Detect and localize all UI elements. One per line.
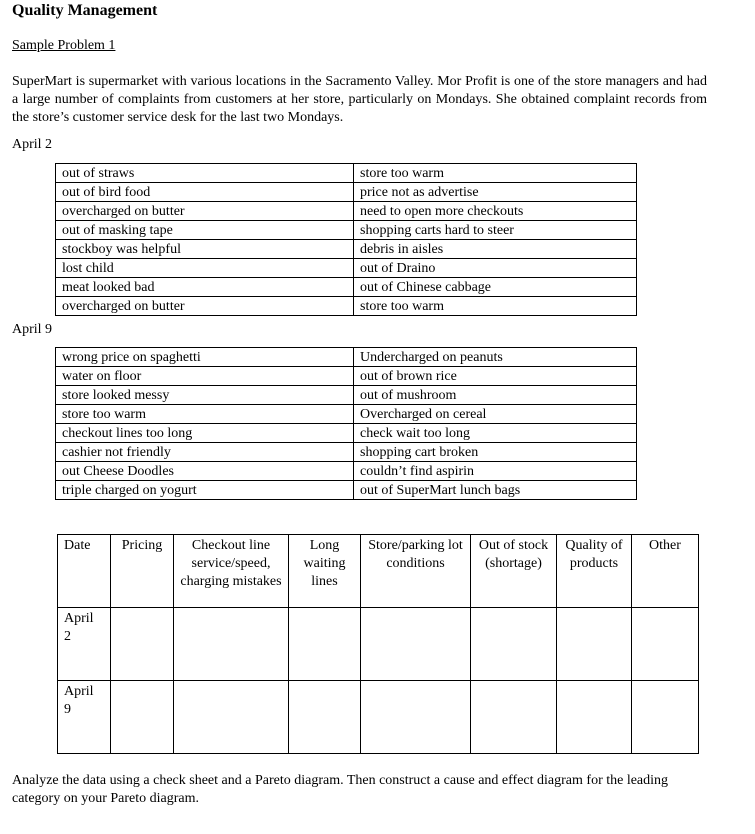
complaint-cell: overcharged on butter: [56, 297, 354, 316]
complaint-cell: store too warm: [354, 297, 637, 316]
tally-cell[interactable]: [471, 681, 557, 754]
table-row: [56, 278, 637, 297]
complaint-cell: shopping cart broken: [354, 443, 637, 462]
complaint-cell: out of mushroom: [354, 386, 637, 405]
complaint-cell: Overcharged on cereal: [354, 405, 637, 424]
complaint-cell: price not as advertise: [354, 183, 637, 202]
table-row: [56, 202, 637, 221]
table-row: [56, 221, 637, 240]
april9-complaints-table: [55, 347, 637, 500]
table-row: [56, 462, 637, 481]
tally-cell[interactable]: [289, 681, 361, 754]
tally-cell[interactable]: [111, 681, 174, 754]
complaint-cell: store too warm: [354, 164, 637, 183]
table-row: [56, 481, 637, 500]
complaint-cell: Undercharged on peanuts: [354, 348, 637, 367]
table-row: [56, 259, 637, 278]
instructions: Analyze the data using a check sheet and a Pareto diagram. Then construct a cause and effect diagram for the leading category on your Pareto diagram.: [12, 773, 669, 806]
complaint-cell: couldn’t find aspirin: [354, 462, 637, 481]
table-row: [56, 386, 637, 405]
april9-label: April 9: [12, 322, 53, 337]
complaint-cell: shopping carts hard to steer: [354, 221, 637, 240]
complaint-cell: need to open more checkouts: [354, 202, 637, 221]
tally-cell[interactable]: [557, 608, 632, 681]
row-date: April 2: [58, 608, 111, 681]
tally-cell[interactable]: [174, 681, 289, 754]
complaint-cell: debris in aisles: [354, 240, 637, 259]
table-row: [56, 297, 637, 316]
complaint-cell: cashier not friendly: [56, 443, 354, 462]
complaint-cell: checkout lines too long: [56, 424, 354, 443]
subtitle: Sample Problem 1: [12, 38, 116, 53]
table-row: [56, 348, 637, 367]
complaint-cell: out of Draino: [354, 259, 637, 278]
tally-cell[interactable]: [174, 608, 289, 681]
table-row: [56, 183, 637, 202]
april2-complaints-table: [55, 163, 637, 316]
column-header: Store/parking lot conditions: [361, 535, 471, 608]
check-sheet-table: [57, 534, 699, 754]
tally-cell[interactable]: [632, 681, 699, 754]
table-row: [56, 424, 637, 443]
complaint-cell: out of masking tape: [56, 221, 354, 240]
table-row: [56, 164, 637, 183]
tally-cell[interactable]: [111, 608, 174, 681]
column-header: Other: [632, 535, 699, 608]
complaint-cell: out of SuperMart lunch bags: [354, 481, 637, 500]
row-date: April 9: [58, 681, 111, 754]
april2-label: April 2: [12, 137, 53, 152]
complaint-cell: out of straws: [56, 164, 354, 183]
complaint-cell: out of bird food: [56, 183, 354, 202]
complaint-cell: meat looked bad: [56, 278, 354, 297]
page-title: Quality Management: [12, 2, 158, 19]
complaint-cell: out of brown rice: [354, 367, 637, 386]
complaint-cell: lost child: [56, 259, 354, 278]
tally-cell[interactable]: [557, 681, 632, 754]
complaint-cell: out Cheese Doodles: [56, 462, 354, 481]
column-header: Out of stock (shortage): [471, 535, 557, 608]
complaint-cell: overcharged on butter: [56, 202, 354, 221]
complaint-cell: store too warm: [56, 405, 354, 424]
column-header: Date: [58, 535, 111, 608]
intro-paragraph: SuperMart is supermarket with various locations in the Sacramento Valley. Mor Profit is one of the store managers and had a large number of complaints from customers at her store, particularly on Mondays. She obtained complaint records from the store’s customer service desk for the last two Mondays.: [12, 74, 707, 125]
column-header: Quality of products: [557, 535, 632, 608]
tally-cell[interactable]: [471, 608, 557, 681]
tally-cell[interactable]: [289, 608, 361, 681]
table-row: [56, 240, 637, 259]
complaint-cell: wrong price on spaghetti: [56, 348, 354, 367]
complaint-cell: triple charged on yogurt: [56, 481, 354, 500]
tally-cell[interactable]: [361, 608, 471, 681]
column-header: Pricing: [111, 535, 174, 608]
complaint-cell: stockboy was helpful: [56, 240, 354, 259]
complaint-cell: store looked messy: [56, 386, 354, 405]
table-row: [56, 443, 637, 462]
table-row: [56, 405, 637, 424]
tally-cell[interactable]: [632, 608, 699, 681]
complaint-cell: check wait too long: [354, 424, 637, 443]
table-row: [56, 367, 637, 386]
tally-cell[interactable]: [361, 681, 471, 754]
column-header: Checkout line service/speed, charging mistakes: [174, 535, 289, 608]
column-header: Long waiting lines: [289, 535, 361, 608]
complaint-cell: water on floor: [56, 367, 354, 386]
complaint-cell: out of Chinese cabbage: [354, 278, 637, 297]
